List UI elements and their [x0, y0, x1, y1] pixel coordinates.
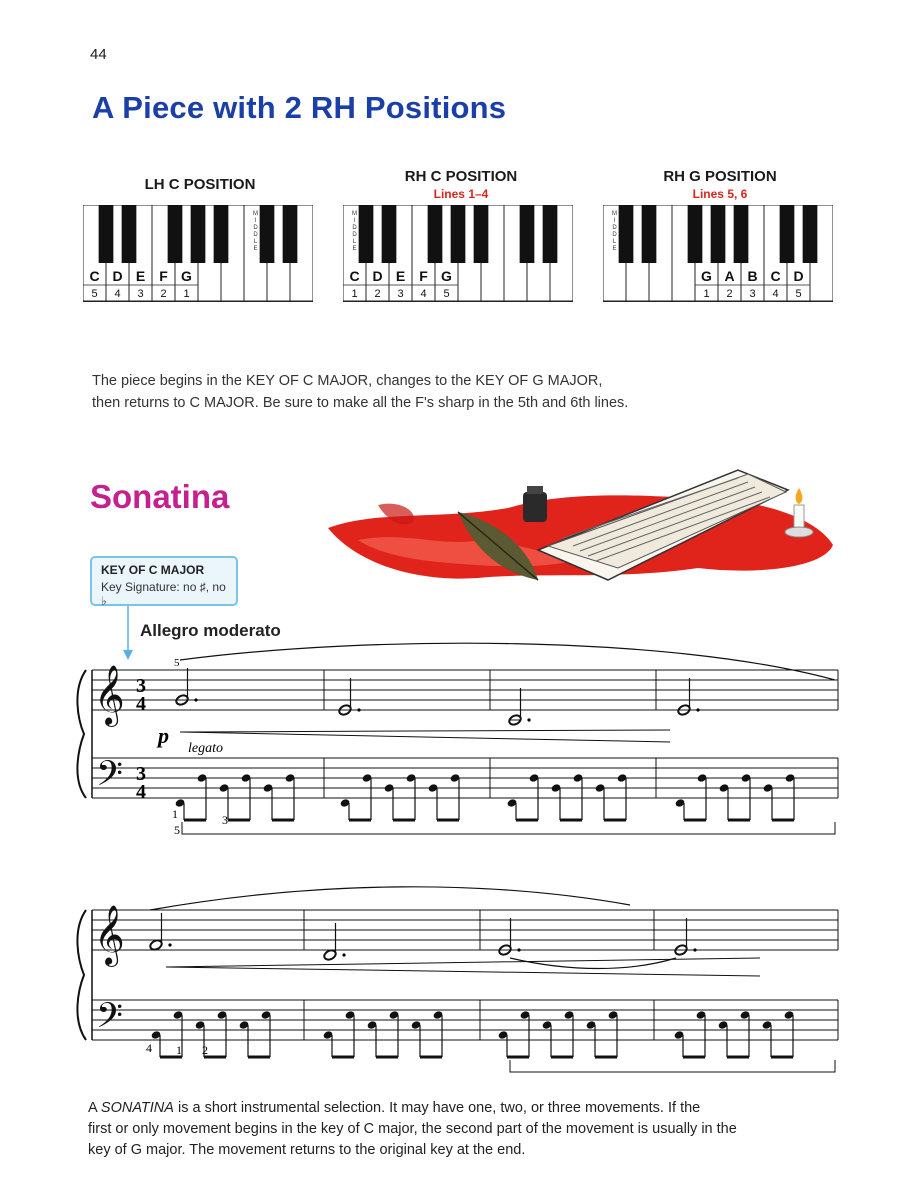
- middle-c-label: I: [613, 218, 616, 224]
- keyboard-rh-c-position: [343, 205, 573, 302]
- key-signature-box: [90, 556, 238, 606]
- music-notation: [70, 640, 850, 1080]
- bass-clef-icon: 𝄢: [96, 998, 124, 1044]
- candle-icon: [785, 488, 813, 537]
- black-key: [619, 205, 634, 263]
- finger-number: 5: [91, 288, 98, 300]
- key-box-signature: Key Signature: no ♯, no ♭: [101, 580, 226, 608]
- half-note: [508, 688, 531, 726]
- finger-number: 4: [114, 288, 121, 300]
- black-key: [359, 205, 374, 263]
- rh-finger-number: 5: [174, 657, 180, 669]
- black-key: [688, 205, 703, 263]
- note-letter: G: [701, 268, 712, 284]
- piece-title: Sonatina: [90, 478, 230, 515]
- middle-c-label: D: [352, 225, 357, 231]
- middle-c-label: E: [612, 246, 617, 252]
- note-letter: E: [395, 268, 406, 284]
- black-key: [543, 205, 558, 263]
- half-note: [338, 678, 361, 716]
- keyboard-2-subtitle: Lines 1–4: [433, 187, 489, 201]
- middle-c-label: D: [253, 232, 258, 238]
- footer-line-3: key of G major. The movement returns to the original key at the end.: [88, 1142, 526, 1158]
- black-key: [283, 205, 298, 263]
- middle-c-label: I: [353, 218, 356, 224]
- note-letter: D: [793, 268, 804, 284]
- middle-c-label: I: [254, 218, 257, 224]
- finger-number: 2: [726, 288, 733, 300]
- middle-c-label: D: [253, 225, 258, 231]
- middle-c-label: L: [352, 239, 357, 245]
- finger-number: 1: [703, 288, 710, 300]
- finger-number: 1: [351, 288, 358, 300]
- black-key: [168, 205, 183, 263]
- intro-text: [92, 370, 628, 414]
- note-letter: B: [747, 268, 758, 284]
- lh-finger-2: 3: [222, 813, 228, 827]
- black-key: [803, 205, 818, 263]
- middle-c-label: M: [352, 211, 357, 217]
- middle-c-label: M: [253, 211, 258, 217]
- keyboard-3-title: RH G POSITION: [663, 168, 777, 185]
- finger-number: 5: [443, 288, 450, 300]
- keyboard-2-title: RH C POSITION: [404, 168, 518, 185]
- key-box-title: KEY OF C MAJOR: [101, 563, 205, 577]
- black-key: [428, 205, 443, 263]
- black-key: [474, 205, 489, 263]
- keyboard-1-title: LH C POSITION: [144, 176, 256, 193]
- system-1: [77, 643, 838, 837]
- finger-number: 2: [160, 288, 167, 300]
- note-letter: C: [770, 268, 781, 284]
- intro-line-1: The piece begins in the KEY OF C MAJOR, changes to the KEY OF G MAJOR,: [92, 373, 603, 389]
- black-key: [260, 205, 275, 263]
- middle-c-label: E: [253, 246, 258, 252]
- footer-line-1: A SONATINA is a short instrumental selection. It may have one, two, or three movements. If the: [88, 1100, 701, 1116]
- black-key: [214, 205, 229, 263]
- middle-c-label: L: [253, 239, 258, 245]
- note-letter: A: [724, 268, 735, 284]
- lh2-finger-2: 2: [202, 1043, 208, 1057]
- black-key: [734, 205, 749, 263]
- half-note: [498, 918, 521, 956]
- time-sig-top: 3: [136, 675, 146, 697]
- intro-line-2: then returns to C MAJOR. Be sure to make all the F's sharp in the 5th and 6th lines.: [92, 395, 629, 411]
- finger-number: 3: [749, 288, 756, 300]
- middle-c-label: M: [612, 211, 617, 217]
- page-number: 44: [90, 46, 107, 63]
- finger-number: 2: [374, 288, 381, 300]
- sheet-music-illustration: [318, 450, 838, 590]
- bass-clef-icon: 𝄢: [96, 756, 124, 802]
- note-letter: D: [112, 268, 123, 284]
- black-key: [382, 205, 397, 263]
- footer-line-2: first or only movement begins in the key of C major, the second part of the movement is usually in the: [88, 1121, 737, 1137]
- dynamic-marking: p: [158, 723, 169, 748]
- lh-eighth-notes-system-1: [174, 773, 795, 820]
- half-note: [149, 913, 172, 951]
- time-sig-bottom: 4: [136, 693, 146, 715]
- tempo-marking: Allegro moderato: [140, 621, 281, 640]
- note-letter: C: [349, 268, 360, 284]
- middle-c-label: E: [352, 246, 357, 252]
- black-key: [780, 205, 795, 263]
- keyboard-rh-g-position: [603, 205, 833, 302]
- lh2-finger-1: 1: [176, 1043, 182, 1057]
- footer-text: [88, 1098, 834, 1161]
- middle-c-label: D: [352, 232, 357, 238]
- note-letter: C: [89, 268, 100, 284]
- lh-eighth-notes-system-2: [150, 1010, 794, 1057]
- treble-clef-icon: 𝄞: [94, 907, 125, 964]
- half-note: [323, 923, 346, 961]
- finger-number: 4: [772, 288, 779, 300]
- note-letter: D: [372, 268, 383, 284]
- black-key: [520, 205, 535, 263]
- middle-c-label: L: [612, 239, 617, 245]
- note-letter: G: [181, 268, 192, 284]
- treble-clef-icon: 𝄞: [94, 667, 125, 724]
- time-sig-top-bass: 3: [136, 763, 146, 785]
- half-note: [677, 678, 700, 716]
- black-key: [642, 205, 657, 263]
- page-title: A Piece with 2 RH Positions: [92, 90, 507, 125]
- finger-number: 5: [795, 288, 802, 300]
- black-key: [451, 205, 466, 263]
- keyboard-lh-c-position: [83, 205, 313, 302]
- note-letter: F: [419, 268, 428, 284]
- half-note: [674, 918, 697, 956]
- lh-finger-0: 5: [174, 823, 180, 837]
- note-letter: E: [135, 268, 146, 284]
- middle-c-label: D: [612, 232, 617, 238]
- finger-number: 4: [420, 288, 427, 300]
- finger-number: 1: [183, 288, 190, 300]
- time-sig-bottom-bass: 4: [136, 781, 146, 803]
- finger-number: 3: [397, 288, 404, 300]
- inkwell-icon: [523, 492, 547, 522]
- lh-finger-1: 1: [172, 807, 178, 821]
- black-key: [191, 205, 206, 263]
- note-letter: F: [159, 268, 168, 284]
- expression-marking: legato: [188, 741, 223, 756]
- black-key: [711, 205, 726, 263]
- note-letter: G: [441, 268, 452, 284]
- sonatina-emphasis: SONATINA: [100, 1100, 174, 1116]
- lh2-finger-0: 4: [146, 1041, 152, 1055]
- finger-number: 3: [137, 288, 144, 300]
- middle-c-label: D: [612, 225, 617, 231]
- keyboard-3-subtitle: Lines 5, 6: [692, 187, 748, 201]
- black-key: [99, 205, 114, 263]
- black-key: [122, 205, 137, 263]
- system-2: [77, 887, 838, 1072]
- half-note: [175, 668, 198, 706]
